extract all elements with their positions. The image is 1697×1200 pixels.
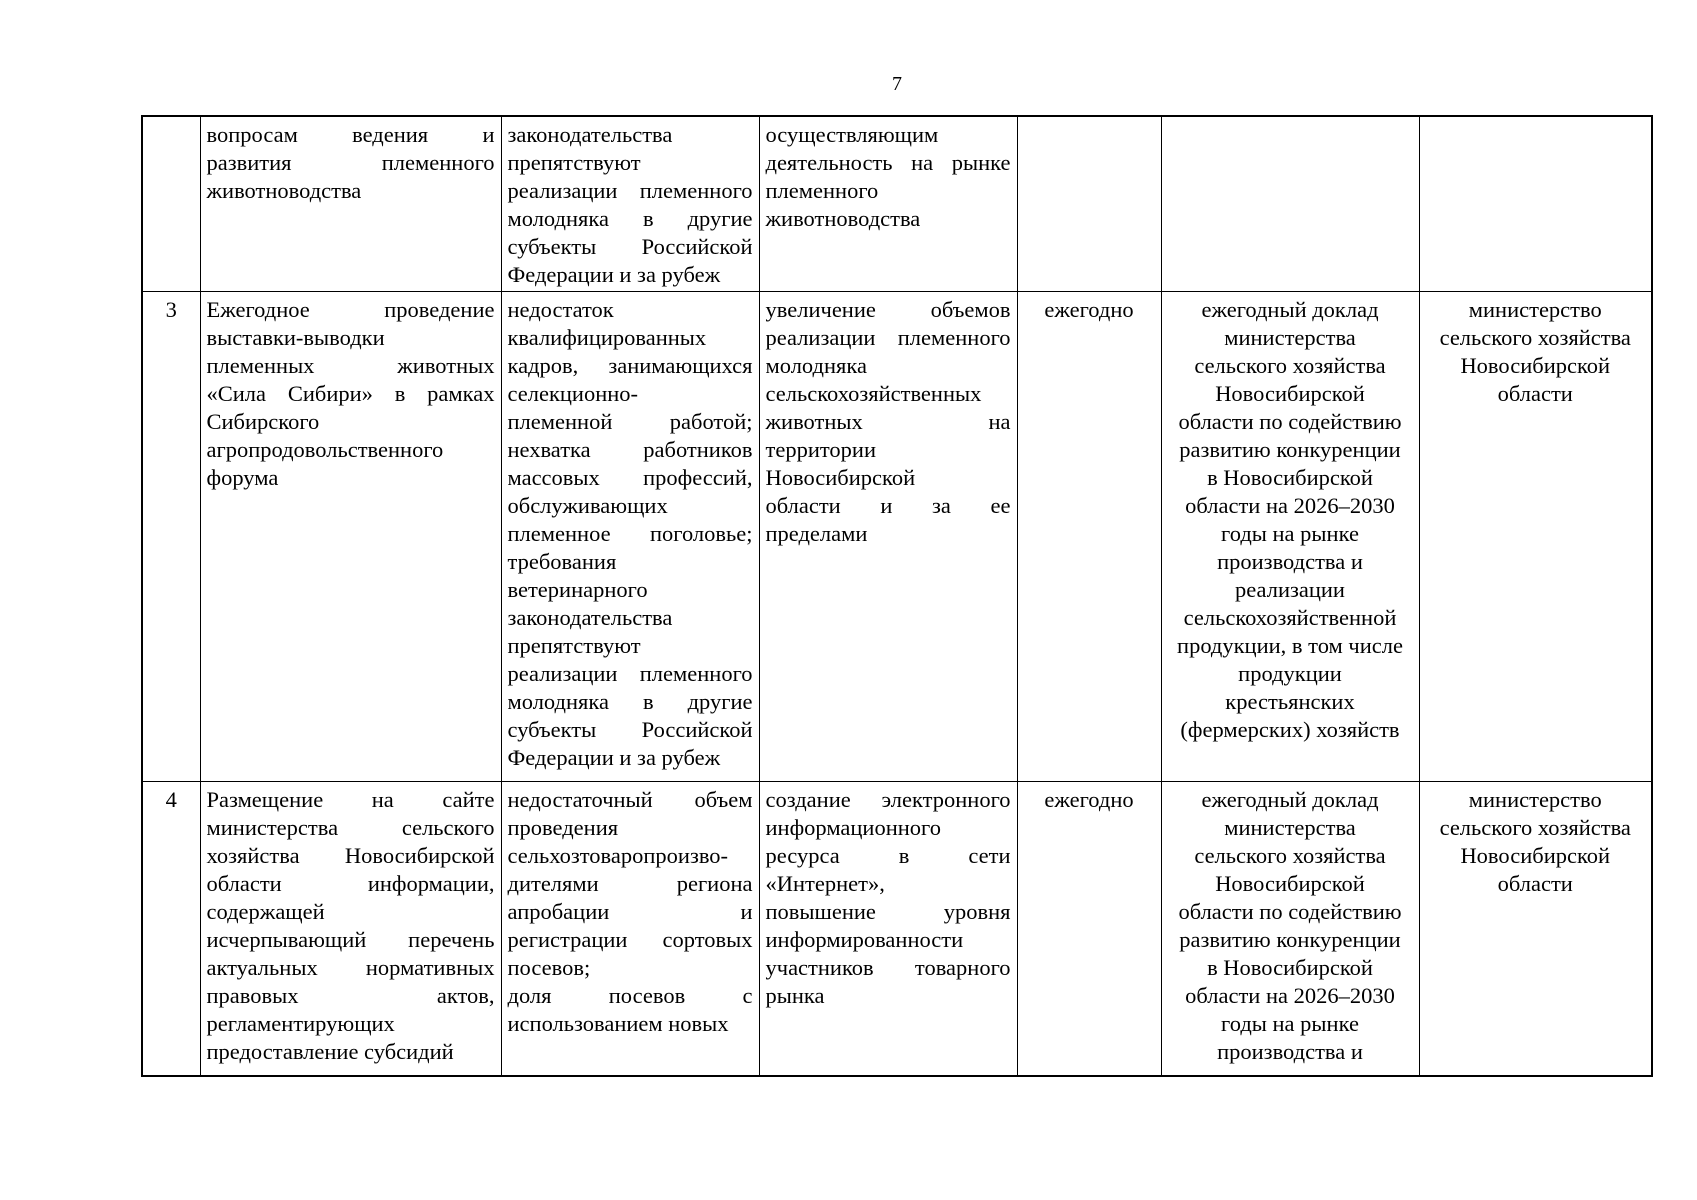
cell-text-line: актуальных нормативных [206, 955, 495, 980]
cell-text-line: в Новосибирской [1207, 465, 1373, 490]
cell-text-line: недостаток [507, 297, 614, 322]
cell-text-line: субъекты Российской [507, 717, 753, 742]
responsible-cell [1419, 292, 1652, 782]
cell-text-line: Ежегодное проведение [206, 297, 495, 322]
cell-text-line: сельского хозяйства [1439, 815, 1631, 840]
cell-text-line: животных на [765, 409, 1011, 434]
cell-text-line: производства и [1217, 1039, 1363, 1064]
cell-text-line: законодательства [507, 605, 673, 630]
cell-text-line: Федерации и за рубеж [507, 745, 721, 770]
page-number: 7 [892, 73, 902, 95]
cell-text-line: агропродовольственного [206, 437, 444, 462]
cell-text-line: препятствуют [507, 150, 641, 175]
result-cell [759, 116, 1017, 292]
cell-text-line: деятельность на рынке [765, 150, 1011, 175]
cell-text-line: ежегодный доклад [1201, 787, 1379, 812]
cell-text-line: животноводства [206, 178, 362, 203]
cell-text-line: области информации, [206, 871, 495, 896]
cell-text-line: развитию конкуренции [1179, 437, 1401, 462]
row-number-cell [142, 292, 200, 782]
cell-text-line: племенных животных [206, 353, 495, 378]
cell-text-line: племенной работой; [507, 409, 753, 434]
cell-text-line: области по содействию [1178, 409, 1402, 434]
result-cell [759, 292, 1017, 782]
cell-text-line: области на 2026–2030 [1185, 983, 1395, 1008]
term-cell [1017, 782, 1161, 1076]
cell-text-line: недостаточный объем [507, 787, 753, 812]
cell-text-line: содержащей [206, 899, 325, 924]
cell-text-line: Федерации и за рубеж [507, 262, 721, 287]
cell-text-line: сельхозтоваропроизво- [507, 843, 729, 868]
document-cell [1161, 292, 1419, 782]
cell-text-line: молодняка [765, 353, 867, 378]
cell-text-line: увеличение объемов [765, 297, 1011, 322]
cell-text-line: правовых актов, [206, 983, 495, 1008]
cell-text-line: министерства [1224, 815, 1356, 840]
cell-text-line: Новосибирской [1215, 381, 1365, 406]
document-cell [1161, 116, 1419, 292]
cell-text-line: Размещение на сайте [206, 787, 495, 812]
cell-text-line: проведения [507, 815, 619, 840]
cell-text-line: информационного [765, 815, 941, 840]
cell-text-line: ветеринарного [507, 577, 648, 602]
cell-text-line: рынка [765, 983, 825, 1008]
problem-cell [501, 116, 759, 292]
cell-text-line: сельскохозяйственной [1183, 605, 1397, 630]
term-cell [1017, 116, 1161, 292]
cell-text-line: регламентирующих [206, 1011, 395, 1036]
table-row [142, 782, 1652, 1076]
cell-text-line: министерства сельского [206, 815, 495, 840]
cell-text-line: субъекты Российской [507, 234, 753, 259]
cell-text-line: племенного [765, 178, 879, 203]
table-row [142, 292, 1652, 782]
cell-text-line: племенное поголовье; [507, 521, 753, 546]
cell-text-line: министерства [1224, 325, 1356, 350]
cell-text-line: продукции, в том числе [1177, 633, 1403, 658]
cell-text-line: Новосибирской [1460, 843, 1611, 868]
cell-text-line: реализации племенного [765, 325, 1011, 350]
cell-text-line: Новосибирской [765, 465, 916, 490]
cell-text-line: дителями региона [507, 871, 753, 896]
cell-text-line: продукции [1238, 661, 1342, 686]
cell-text-line: сельского хозяйства [1194, 843, 1386, 868]
cell-text-line: создание электронного [765, 787, 1011, 812]
event-cell [200, 782, 501, 1076]
cell-text-line: сельского хозяйства [1194, 353, 1386, 378]
row-number: 3 [165, 297, 177, 322]
term-text: ежегодно [1044, 787, 1134, 812]
term-text: ежегодно [1044, 297, 1134, 322]
cell-text-line: обслуживающих [507, 493, 668, 518]
cell-text-line: области [1497, 871, 1573, 896]
cell-text-line: молодняка в другие [507, 689, 753, 714]
cell-text-line: реализации племенного [507, 178, 753, 203]
cell-text-line: требования [507, 549, 617, 574]
cell-text-line: участников товарного [765, 955, 1011, 980]
cell-text-line: области и за ее [765, 493, 1011, 518]
event-cell [200, 292, 501, 782]
cell-text-line: министерство [1468, 297, 1602, 322]
cell-text-line: Новосибирской [1460, 353, 1611, 378]
cell-text-line: информированности [765, 927, 964, 952]
cell-text-line: выставки-выводки [206, 325, 385, 350]
cell-text-line: (фермерских) хозяйств [1180, 717, 1400, 742]
cell-text-line: реализации племенного [507, 661, 753, 686]
cell-text-line: законодательства [507, 122, 673, 147]
cell-text-line: использованием новых [507, 1011, 729, 1036]
cell-text-line: области [1497, 381, 1573, 406]
responsible-cell [1419, 782, 1652, 1076]
cell-text-line: Новосибирской [1215, 871, 1365, 896]
cell-text-line: области на 2026–2030 [1185, 493, 1395, 518]
cell-text-line: молодняка в другие [507, 206, 753, 231]
cell-text-line: ресурса в сети [765, 843, 1011, 868]
cell-text-line: препятствуют [507, 633, 641, 658]
cell-text-line: Сибирского [206, 409, 320, 434]
cell-text-line: доля посевов с [507, 983, 753, 1008]
cell-text-line: министерство [1468, 787, 1602, 812]
cell-text-line: ежегодный доклад [1201, 297, 1379, 322]
cell-text-line: форума [206, 465, 279, 490]
cell-text-line: животноводства [765, 206, 921, 231]
cell-text-line: развитию конкуренции [1179, 927, 1401, 952]
cell-text-line: предоставление субсидий [206, 1039, 454, 1064]
cell-text-line: сельскохозяйственных [765, 381, 982, 406]
responsible-cell [1419, 116, 1652, 292]
cell-text-line: посевов; [507, 955, 591, 980]
cell-text-line: годы на рынке [1221, 1011, 1359, 1036]
cell-text-line: вопросам ведения и [206, 122, 495, 147]
cell-text-line: нехватка работников [507, 437, 753, 462]
event-cell [200, 116, 501, 292]
problem-cell [501, 782, 759, 1076]
cell-text-line: осуществляющим [765, 122, 939, 147]
document-cell [1161, 782, 1419, 1076]
cell-text-line: годы на рынке [1221, 521, 1359, 546]
table-row [142, 116, 1652, 292]
cell-text-line: пределами [765, 521, 868, 546]
cell-text-line: исчерпывающий перечень [206, 927, 495, 952]
term-cell [1017, 292, 1161, 782]
cell-text-line: в Новосибирской [1207, 955, 1373, 980]
row-number: 4 [165, 787, 177, 812]
cell-text-line: селекционно- [507, 381, 639, 406]
cell-text-line: области по содействию [1178, 899, 1402, 924]
cell-text-line: развития племенного [206, 150, 495, 175]
cell-text-line: апробации и [507, 899, 753, 924]
cell-text-line: территории [765, 437, 876, 462]
cell-text-line: сельского хозяйства [1439, 325, 1631, 350]
row-number-cell [142, 782, 200, 1076]
cell-text-line: повышение уровня [765, 899, 1011, 924]
problem-cell [501, 292, 759, 782]
cell-text-line: «Сила Сибири» в рамках [206, 381, 495, 406]
cell-text-line: крестьянских [1225, 689, 1355, 714]
cell-text-line: квалифицированных [507, 325, 707, 350]
cell-text-line: массовых профессий, [507, 465, 753, 490]
measures-table [141, 115, 1653, 1077]
table-body [142, 116, 1652, 1076]
cell-text-line: регистрации сортовых [507, 927, 753, 952]
cell-text-line: «Интернет», [765, 871, 885, 896]
cell-text-line: реализации [1235, 577, 1345, 602]
cell-text-line: производства и [1217, 549, 1363, 574]
result-cell [759, 782, 1017, 1076]
cell-text-line: хозяйства Новосибирской [206, 843, 495, 868]
row-number-cell [142, 116, 200, 292]
cell-text-line: кадров, занимающихся [507, 353, 753, 378]
